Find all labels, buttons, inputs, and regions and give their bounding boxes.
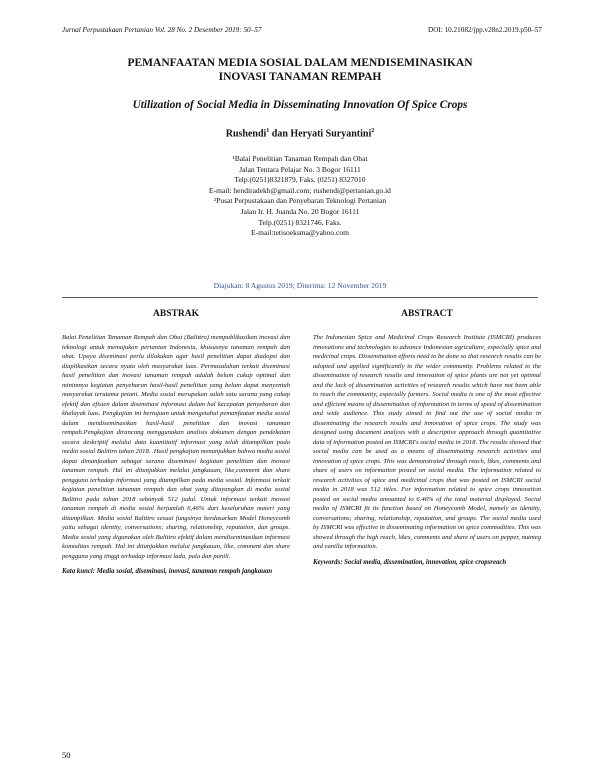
journal-header: Jurnal Perpustakaan Pertanian Vol. 28 No. 2 Desember 2019: 50–57 (62, 26, 262, 34)
affiliation-line: E-mail:tetisoeksma@yahoo.com (251, 228, 349, 238)
abstract-heading: ABSTRACT (401, 309, 453, 319)
affiliation-line: Telp.(0251) 8321746, Faks. (258, 217, 342, 227)
abstract-keywords (313, 558, 541, 567)
author-2: Heryati Suryantini (290, 128, 372, 140)
affiliation-line: ²Pusat Perpustakaan dan Penyebaran Teknologi Pertanian (213, 196, 387, 206)
author-list (50, 128, 550, 139)
abstrak-column (62, 333, 290, 576)
affiliation-line: Jalan Ir. H. Juanda No. 20 Bogor 16111 (240, 206, 360, 216)
abstract-column (313, 333, 541, 567)
submission-dates: Diajukan: 8 Agustus 2019; Diterima: 12 November 2019 (213, 281, 387, 290)
keywords-text: Media sosial, diseminasi, inovasi, tanaman rempah jangkauan (96, 568, 273, 575)
affiliation-line: Jalan Tentara Pelajar No. 3 Bogor 16111 (239, 164, 361, 174)
author-1-affiliation-mark: 1 (266, 128, 270, 134)
abstrak-keywords (62, 567, 290, 576)
abstrak-body: Balai Penelitian Tanaman Rempah dan Obat (Balittro) mempublikasikan inovasi dan teknologi untuk memajukan pertanian Indonesia, khususnya tanaman rempah dan obat. Upaya diseminasi perlu dilakukan agar hasil penelitian dapat diadopsi dan diaplikasikan secara nyata oleh masyarakat luas. Permasalahan terkait diseminasi hasil penelitian dan inovasi tanaman rempah adalah belum cukup optimal dan minimnya kegiatan penyebaran hasil-hasil penelitian yang belum dapat menyentuh masyarakat terutama petani. Media sosial merupakan salah satu sarana yang cukup efektif dan efisien dalam diseminasi informasi dalam hal kecepatan penyebaran dan khalayak luas. Pengkajian ini bertujuan untuk mengetahui pemanfaatan media sosial dalam mendiseminasikan hasil-hasil penelitian dan inovasi tanaman rempah.Pengkajian dirancang menggunakan analisis dokumen dengan pendekatan secara deskriptif melalui data kuantitatif informasi yang telah ditampilkan pada media sosial Balittro tahun 2018. .Hasil pengkajian menunjukkan bahwa media sosial dapat dimanfaatkan sebagai sarana diseminasi kegiatan penelitian dan inovasi tanaman rempah. Hal ini ditunjukkan melalui jangkauan, like,comment dan share pengguna terhadap informasi yang ditampilkan pada media sosial. Informasi terkait kegiatan penelitian tanaman rempah dan obat yang ditayangkan di media sosial Balittro pada tahun 2018 sebanyak 512 judul. Untuk informasi terkait inovasi tanaman rempah di media sosial berjumlah 6,46% dari keseluruhan materi yang ditampilkan. Media sosial Balittro sesuai fungsinya berdasarkan Model Honeycomb yaitu sebagai identity, conversations; sharing, relationship, reputation, dan groups. Media sosial yang digunakan oleh Balittro efektif dalam mendiseminasikan informasi komoditas rempah. Hal ini ditunjukkan melalui jangkauan, like, comment dan share pengguna yang tinggi terhadap informasi lada, pala dan panili. (62, 334, 290, 560)
paper-title-line2: INOVASI TANAMAN REMPAH (218, 71, 382, 83)
english-title: Utilization of Social Media in Disseminating Innovation Of Spice Crops (132, 99, 468, 111)
keywords-label: Kata kunci: (62, 568, 96, 575)
author-2-affiliation-mark: 2 (371, 128, 375, 134)
keywords-text: Social media, dissemination, innovation, spice cropsreach (344, 558, 507, 566)
affiliation-line: E-mail: hendiradekh@gmail.com; rushendi@pertanian.go.id (209, 185, 391, 195)
affiliations (50, 154, 550, 239)
affiliation-line: Telp.(0251)8321879, Faks. (0251) 8327010 (234, 175, 366, 185)
author-1: Rushendi (225, 128, 267, 140)
author-connector: dan (269, 128, 291, 140)
page-number: 50 (62, 750, 71, 760)
keywords-label: Keywords: (313, 558, 343, 566)
abstrak-heading: ABSTRAK (153, 309, 199, 319)
affiliation-line: ¹Balai Penelitian Tanaman Rempah dan Obat (232, 154, 368, 163)
doi-header: DOI: 10.21082/jpp.v28n2.2019.p50–57 (428, 26, 542, 34)
section-divider (62, 297, 538, 298)
paper-title-line1: PEMANFAATAN MEDIA SOSIAL DALAM MENDISEMINASIKAN (127, 57, 473, 69)
abstract-body: The Indonesian Spice and Medicinal Crops Research Institute (ISMCRI) produces innovations and technologies to advance Indonesian agriculture, especially spice and medicinal crops. Dissemination efforts need to be done so that research results can be adopted and applied significantly to the wider community. Problems related to the dissemination of research results and innovation of spice plants are not yet optimal and the lack of dissemination activities of research results which have not been able to reach the community, especially farmers. Social media is one of the most effective and efficient means of dissemination of information in terms of speed of dissemination and wide audience. This study aimed to find out the use of social media in disseminating the research results and innovation of spice crops. The study was designed using document analysis with a descriptive approach through quantitative data of information posted on ISMCRI's social media in 2018. The results showed that social media can be used as a means of disseminating research activities and innovation of spice crops. This was demonstrated through reach, likes, comments and share of users on information posted on social media. The information related to research activities of spice and medicinal crops that was posted on ISMCRI social media in 2018 was 512 titles. For information related to spice crops innovation posted on social media amounted to 6.46% of the total material displayed. Social media of ISMCRI fit its function based on Honeycomb Model, namely as identity, conversations; sharing, relationship, reputation, and groups. The social media used by ISMCRI was effective in disseminating information on spice commodities. This was showed through the high reach, likes, comments and share of users on pepper, nutmeg and vanilla information. (313, 334, 541, 550)
